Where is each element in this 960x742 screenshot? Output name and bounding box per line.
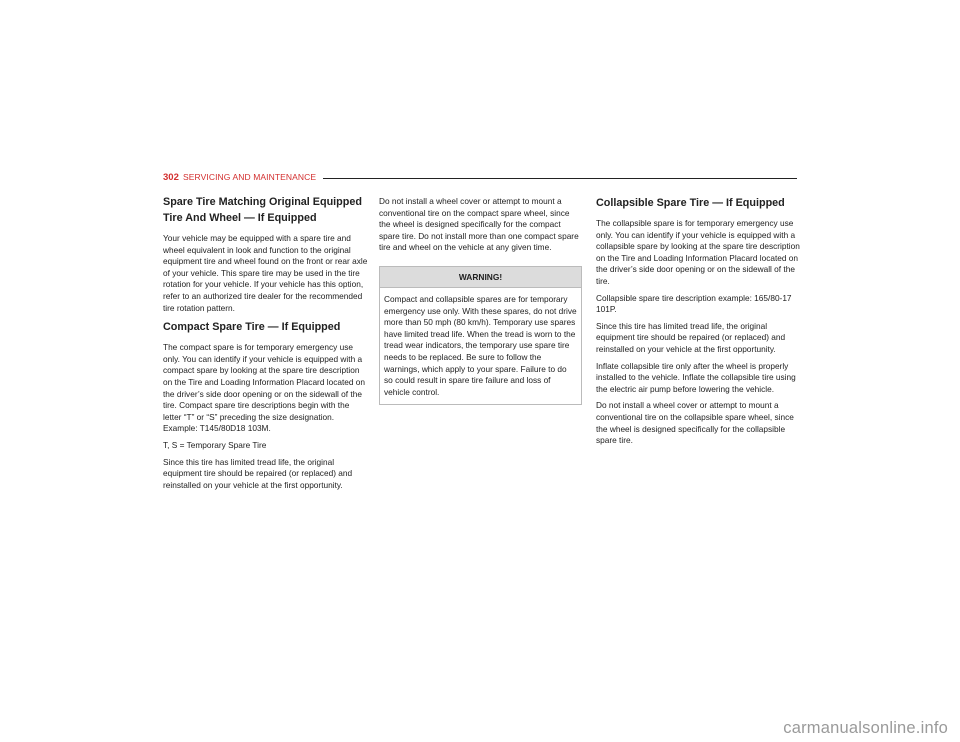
warning-box [379,266,582,405]
header-rule [323,178,797,179]
paragraph-collapsible-wheel-cover: Do not install a wheel cover or attempt to mount a conventional tire on the collapsible spare wheel, since the wheel is designed specifically for the collapsible spare tire. [596,400,794,446]
warning-title: WARNING! [380,267,581,288]
paragraph-collapsible-spare: The collapsible spare is for temporary emergency use only. You can identify if your vehicle is equipped with a collapsible spare by looking at the spare tire description on the Tire and Loading Information Placard located on the driver’s side door opening or on the sidewall of the tire. [596,218,800,286]
heading-compact-spare: Compact Spare Tire — If Equipped [163,321,341,334]
page-header [163,172,797,186]
paragraph-collapsible-tread-life: Since this tire has limited tread life, the original equipment tire should be repaired (or replaced) and reinstalled on your vehicle at the first opportunity. [596,320,786,354]
heading-matching-spare: Spare Tire Matching Original Equipped Tire And Wheel — If Equipped [163,196,362,224]
paragraph-temporary-spare-def: T, S = Temporary Spare Tire [163,439,267,450]
warning-body [380,288,581,404]
paragraph-compact-spare: The compact spare is for temporary emergency use only. You can identify if your vehicle is equipped with a compact spare by looking at the spare tire description on the Tire and Loading Information Placard located on the driver’s side door opening or on the sidewall of the tire. Compact spare tire descriptions begin with the letter “T” or “S” preceding the size designation. Example: T145/80D18 103M. [163,342,366,434]
paragraph-collapsible-description: Collapsible spare tire description example: 165/80-17 101P. [596,292,792,315]
paragraph-inflate: Inflate collapsible tire only after the wheel is properly installed to the vehicle. Inflate the collapsible tire using the electric air pump before lowering the vehicle. [596,360,796,394]
column-right [596,195,800,452]
watermark: carmanualsonline.info [783,719,948,737]
warning-text: Compact and collapsible spares are for temporary emergency use only. With these spares, do not drive more than 50 mph (80 km/h). Temporary use spares have limited tread life. When the tread is worn to the tread wear indicators, the temporary use spare tire needs to be replaced. Be sure to follow the warnings, which apply to your spare. Failure to do so could result in spare tire failure and loss of vehicle control. [384,293,577,397]
heading-collapsible-spare: Collapsible Spare Tire — If Equipped [596,197,785,209]
page-number: 302 [163,172,179,183]
paragraph-matching-spare: Your vehicle may be equipped with a spare tire and wheel equivalent in look and function to the original equipment tire and wheel found on the front or rear axle of your vehicle. This spare tire may be used in the tire rotation for your vehicle. If your vehicle has this option, refer to an authorized tire dealer for the recommended tire rotation pattern. [163,233,368,313]
column-middle [379,196,582,405]
section-title: SERVICING AND MAINTENANCE [183,172,317,182]
paragraph-wheel-cover: Do not install a wheel cover or attempt to mount a conventional tire on the compact spare wheel, since the wheel is designed specifically for the compact spare tire. Do not install more than one compact spare tire and wheel on the vehicle at any given time. [379,196,579,253]
paragraph-tread-life: Since this tire has limited tread life, the original equipment tire should be repaired (or replaced) and reinstalled on your vehicle at the first opportunity. [163,456,353,490]
column-left [163,194,369,496]
